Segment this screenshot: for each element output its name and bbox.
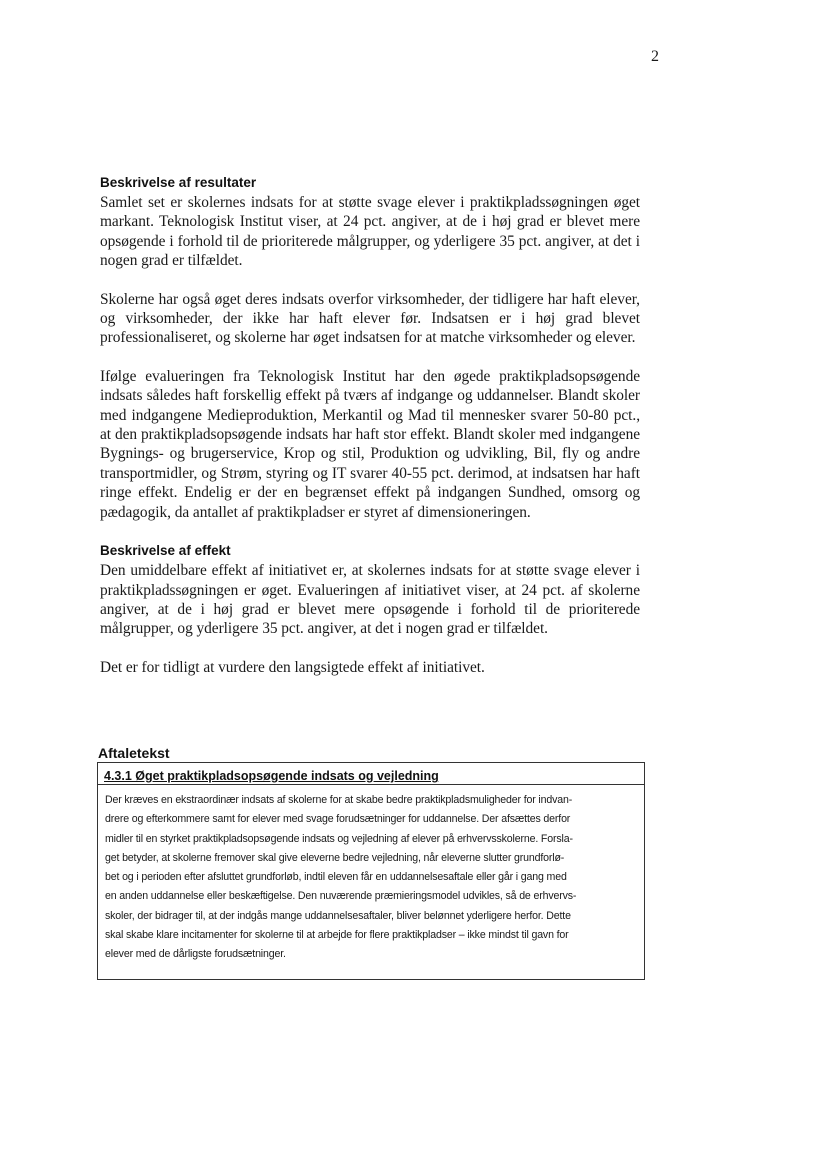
agreement-line: Der kræves en ekstraordinær indsats af skolerne for at skabe bedre praktikpladsmuligheder for indvan-: [105, 794, 573, 806]
section-results: [100, 173, 640, 522]
agreement-line: get betyder, at skolerne fremover skal give eleverne bedre vejledning, når eleverne slutter grundforlø-: [105, 851, 565, 864]
agreement-line: skal skabe klare incitamenter for skolerne til at arbejde for flere praktikpladser – ikke mindst til gavn for: [105, 929, 569, 942]
agreement-line: bet og i perioden efter afsluttet grundforløb, indtil eleven får en uddannelsesaftale eller går i gang med: [105, 871, 567, 884]
agreement-box-text: [98, 785, 644, 965]
agreement-box: [97, 762, 645, 980]
document-body: [100, 173, 640, 677]
page-number: 2: [651, 48, 659, 65]
agreement-line: en anden uddannelse eller beskæftigelse. Den nuværende præmieringsmodel udvikles, så de erhvervs-: [105, 890, 577, 903]
agreement-line: drere og efterkommere samt for elever med svage forudsætninger for uddannelse. Der afsættes derfor: [105, 813, 571, 826]
paragraph: Den umiddelbare effekt af initiativet er, at skolernes indsats for at støtte svage elever i praktikpladssøgningen er øget. Evalueringen af initiativet viser, at 24 pct. af skolerne angiver, at de i høj grad er blevet mere opsøgende i forhold til de prioriterede målgrupper, og yderligere 35 pct. angiver, at det i nogen grad er tilfældet.: [100, 562, 640, 638]
paragraph: Skolerne har også øget deres indsats overfor virksomheder, der tidligere har haft elever, og virksomheder, der ikke har haft elever før. Indsatsen er i høj grad blevet professionaliseret, og skolerne har øget indsatsen for at matche virksomheder og elever.: [100, 290, 640, 347]
paragraph: Samlet set er skolernes indsats for at støtte svage elever i praktikpladssøgningen øget markant. Teknologisk Institut viser, at 24 pct. angiver, at de i høj grad er blevet mere opsøgende i forhold til de prioriterede målgrupper, og yderligere 35 pct. angiver, at det i nogen grad er tilfældet.: [100, 194, 640, 270]
section-effect: [100, 541, 640, 677]
agreement-line: elever med de dårligste forudsætninger.: [105, 948, 286, 961]
section-heading-results: Beskrivelse af resultater: [100, 175, 257, 190]
section-heading-effect: Beskrivelse af effekt: [100, 543, 231, 559]
paragraph: Det er for tidligt at vurdere den langsigtede effekt af initiativet.: [100, 658, 485, 676]
agreement-heading: [98, 744, 170, 762]
agreement-line: skoler, der bidrager til, at der indgås mange uddannelsesaftaler, bliver belønnet yderligere herfor. Dette: [105, 909, 571, 922]
agreement-box-title: 4.3.1 Øget praktikpladsopsøgende indsats og vejledning: [104, 769, 439, 783]
agreement-heading-text: Aftaletekst: [98, 745, 170, 761]
agreement-line: midler til en styrket praktikpladsopsøgende indsats og vejledning af elever på erhvervsskolerne. Forsla-: [105, 832, 573, 845]
agreement-box-header: [98, 763, 644, 785]
paragraph: Ifølge evalueringen fra Teknologisk Institut har den øgede praktikpladsopsøgende indsats således haft forskellig effekt på tværs af indgange og uddannelser. Blandt skoler med indgangene Medieproduktion, Merkantil og Mad til mennesker svarer 50-80 pct., at den praktikpladsopsøgende indsats har haft stor effekt. Blandt skoler med indgangene Bygnings- og brugerservice, Krop og stil, Produktion og udvikling, Bil, fly og andre transportmidler, og Strøm, styring og IT svarer 40-55 pct. derimod, at indsatsen har haft ringe effekt. Endelig er der en begrænset effekt på indgangen Sundhed, omsorg og pædagogik, da antallet af praktikpladser er styret af dimensioneringen.: [100, 367, 640, 521]
